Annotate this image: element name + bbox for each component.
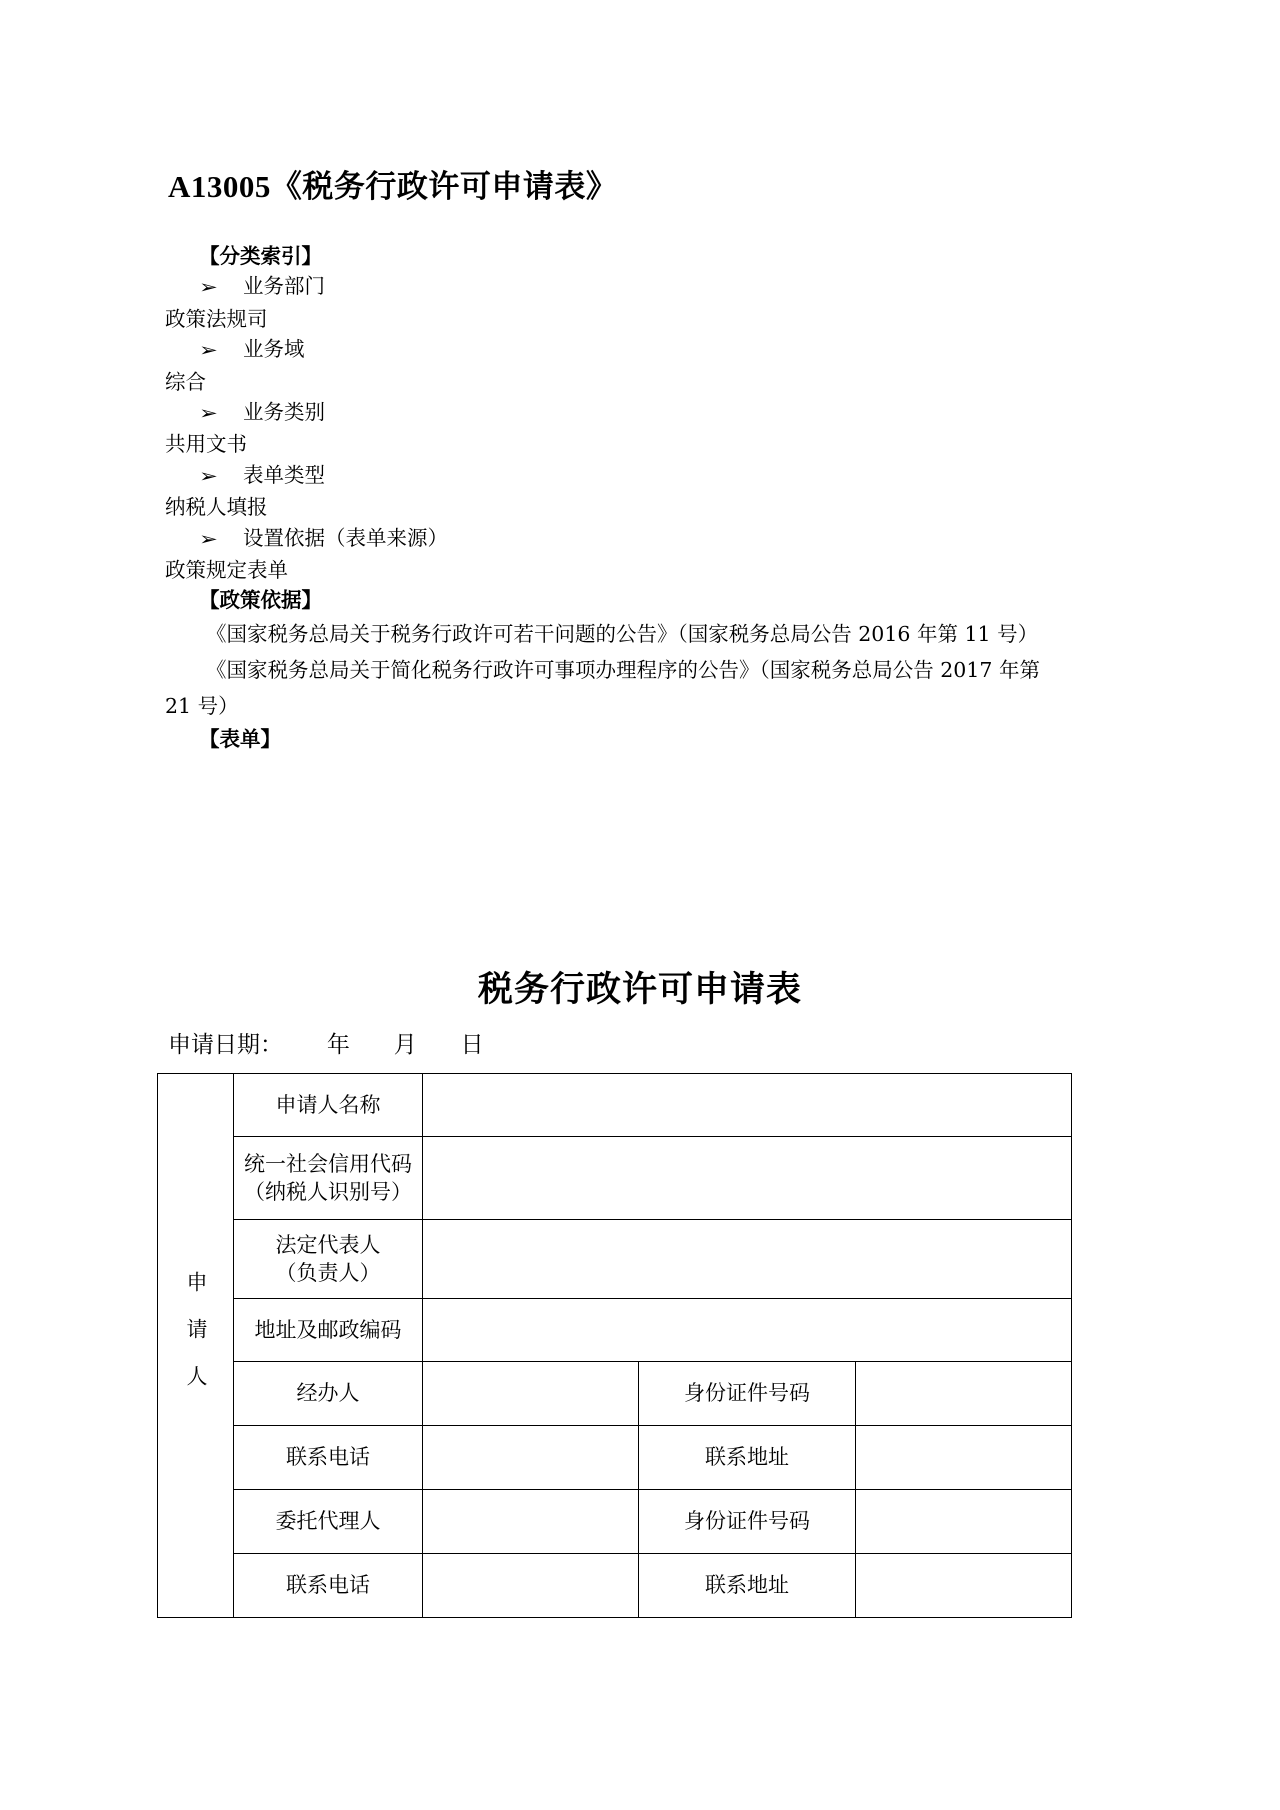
table-row (158, 1299, 1072, 1362)
policy-section-title: 【政策依据】 (199, 588, 322, 613)
policy-item-0: 《国家税务总局关于税务行政许可若干问题的公告》（国家税务总局公告 2016 年第 11 号） (206, 621, 1039, 646)
index-entry-2-bullet-line (165, 397, 1065, 429)
index-entry-1-value: 综合 (165, 369, 206, 394)
application-form-table (157, 1073, 1072, 1618)
table-row (158, 1490, 1072, 1554)
arrow-bullet-icon: ➢ (199, 465, 218, 487)
row-label-legal-representative (234, 1220, 423, 1299)
index-entry-4-value: 政策规定表单 (165, 558, 288, 583)
index-entry-3-bullet-line (165, 460, 1065, 492)
policy-item-1: 《国家税务总局关于简化税务行政许可事项办理程序的公告》（国家税务总局公告 2017 年第 21 号） (165, 657, 1040, 718)
row-label-agent-id: 身份证件号码 (639, 1490, 855, 1554)
row-label-phone-2: 联系电话 (234, 1554, 423, 1618)
row-label-legal-representative-line2: （负责人） (275, 1261, 381, 1285)
row-label-address-postcode: 地址及邮政编码 (234, 1299, 423, 1362)
index-entry-0-label: 业务部门 (243, 274, 325, 299)
index-entry-0-bullet-line (165, 271, 1065, 303)
arrow-bullet-icon: ➢ (199, 403, 218, 425)
row-label-handler-id: 身份证件号码 (639, 1362, 855, 1426)
row-value-agent-id[interactable] (855, 1490, 1071, 1554)
row-label-credit-code (234, 1137, 423, 1220)
row-value-phone-2[interactable] (423, 1554, 639, 1618)
row-label-legal-representative-line1: 法定代表人 (275, 1232, 381, 1257)
table-row (158, 1074, 1072, 1137)
row-value-address-postcode[interactable] (423, 1299, 1072, 1362)
table-row (158, 1426, 1072, 1490)
table-row (158, 1554, 1072, 1618)
form-section-title: 【表单】 (199, 726, 281, 751)
index-entry-3-label: 表单类型 (243, 462, 325, 487)
index-entry-4-label: 设置依据（表单来源） (243, 525, 448, 550)
table-row (158, 1362, 1072, 1426)
index-entry-2-label: 业务类别 (243, 400, 325, 425)
row-value-contact-address-2[interactable] (855, 1554, 1071, 1618)
index-entry-3-value: 纳税人填报 (165, 495, 268, 520)
index-entry-1-bullet-line (165, 334, 1065, 366)
row-label-credit-code-line2: （纳税人识别号） (244, 1180, 412, 1204)
index-entry-0-value: 政策法规司 (165, 306, 268, 331)
row-value-phone-1[interactable] (423, 1426, 639, 1490)
arrow-bullet-icon: ➢ (199, 277, 218, 299)
row-value-applicant-name[interactable] (423, 1074, 1072, 1137)
index-section-title: 【分类索引】 (199, 244, 322, 268)
row-label-handler: 经办人 (234, 1362, 423, 1426)
application-date-line: 申请日期： 年 月 日 (168, 1032, 484, 1058)
row-label-credit-code-line1: 统一社会信用代码 (244, 1151, 412, 1176)
row-label-contact-address-2: 联系地址 (639, 1554, 855, 1618)
row-value-legal-representative[interactable] (423, 1220, 1072, 1299)
table-row (158, 1220, 1072, 1299)
index-entry-1-label: 业务域 (243, 337, 305, 362)
row-value-handler[interactable] (423, 1362, 639, 1426)
document-title-text: 《税务行政许可申请表》 (270, 169, 618, 205)
row-label-applicant-name: 申请人名称 (234, 1074, 423, 1137)
arrow-bullet-icon: ➢ (199, 528, 218, 550)
row-label-agent: 委托代理人 (234, 1490, 423, 1554)
index-entry-4-bullet-line (165, 523, 1065, 555)
row-label-contact-address-1: 联系地址 (639, 1426, 855, 1490)
row-label-phone-1: 联系电话 (234, 1426, 423, 1490)
row-value-credit-code[interactable] (423, 1137, 1072, 1220)
side-label-text: 申请人 (184, 1271, 208, 1413)
row-value-handler-id[interactable] (855, 1362, 1071, 1426)
row-value-contact-address-1[interactable] (855, 1426, 1071, 1490)
document-body (165, 241, 1065, 754)
index-entry-2-value: 共用文书 (165, 432, 247, 457)
side-label-applicant (158, 1074, 234, 1618)
document-code: A13005 (168, 169, 271, 204)
arrow-bullet-icon: ➢ (199, 340, 218, 362)
form-title: 税务行政许可申请表 (477, 970, 802, 1010)
table-row (158, 1137, 1072, 1220)
row-value-agent[interactable] (423, 1490, 639, 1554)
page-title (168, 161, 617, 206)
